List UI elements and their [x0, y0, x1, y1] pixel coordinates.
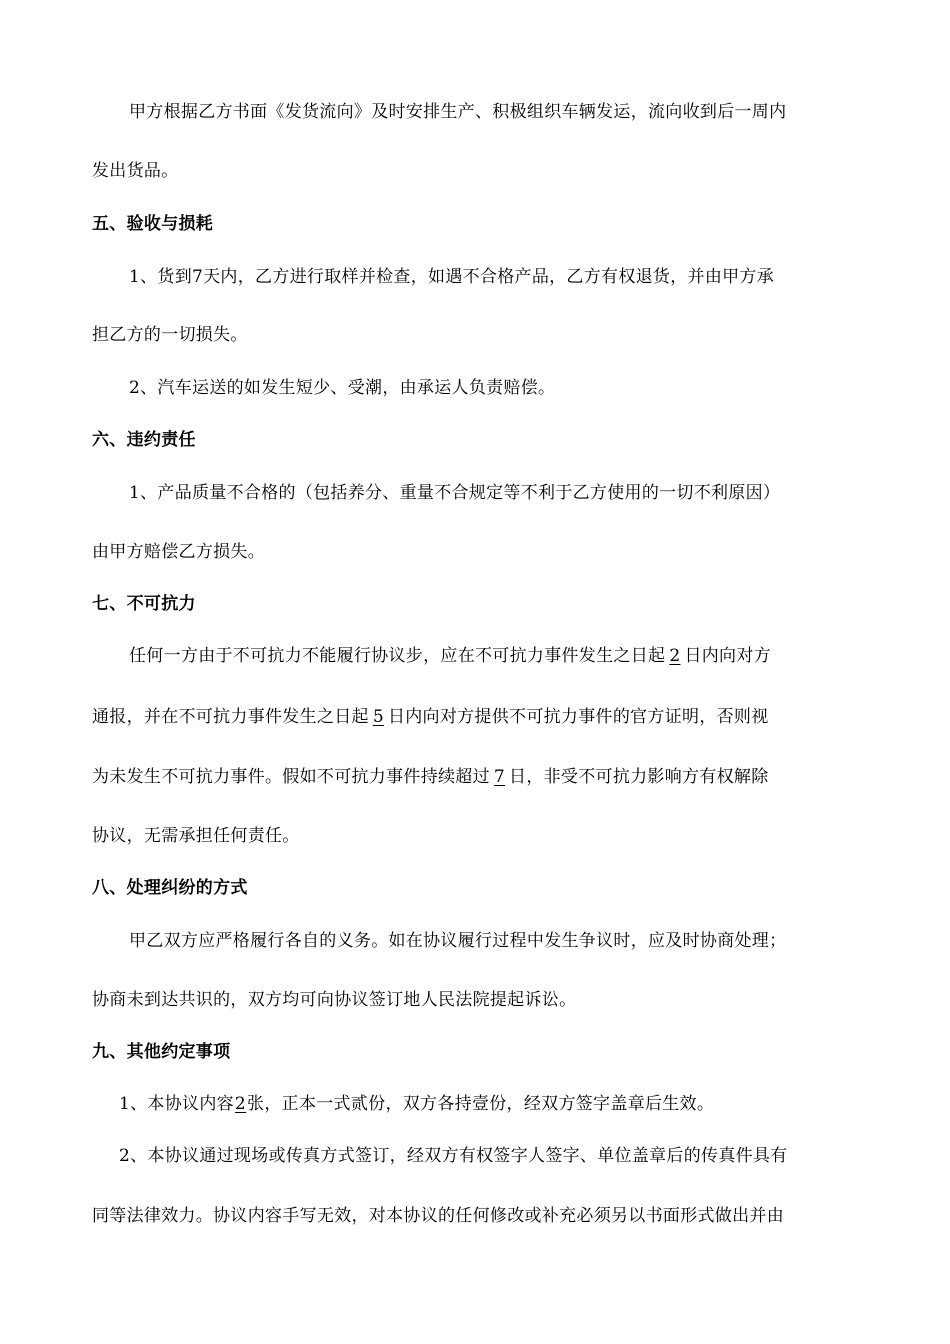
- section-9-item-1-text-a: 1、本协议内容: [119, 1094, 234, 1114]
- section-7-line-3-text-b: 日，非受不可抗力影响方有权解除: [509, 767, 769, 787]
- section-5-item-1-line-2: 担乙方的一切损失。: [92, 325, 248, 345]
- section-9-item-1: [119, 1093, 714, 1115]
- section-5-heading: 五、验收与损耗: [92, 214, 214, 234]
- notify-days-blank: 2: [669, 646, 681, 666]
- section-7-line-3: [92, 766, 769, 788]
- section-9-item-2-line-2: 同等法律效力。协议内容手写无效，对本协议的任何修改或补充必须另以书面形式做出并由: [92, 1206, 784, 1226]
- section-6-heading: 六、违约责任: [92, 430, 196, 450]
- delivery-paragraph-line-2: 发出货品。: [92, 161, 179, 181]
- section-5-item-2: 2、汽车运送的如发生短少、受潮，由承运人负责赔偿。: [129, 378, 556, 398]
- section-7-line-4: 协议，无需承担任何责任。: [92, 826, 300, 846]
- section-6-item-1-line-1: 1、产品质量不合格的（包括养分、重量不合规定等不利于乙方使用的一切不利原因）: [129, 483, 781, 503]
- section-7-heading: 七、不可抗力: [92, 594, 196, 614]
- section-9-item-1-text-b: 张，正本一式贰份，双方各持壹份，经双方签字盖章后生效。: [247, 1094, 715, 1114]
- section-7-line-3-text-a: 为未发生不可抗力事件。假如不可抗力事件持续超过: [92, 767, 490, 787]
- section-9-heading: 九、其他约定事项: [92, 1042, 231, 1062]
- section-7-line-2: [92, 706, 769, 728]
- section-8-heading: 八、处理纠纷的方式: [92, 878, 248, 898]
- section-7-line-2-text-b: 日内向对方提供不可抗力事件的官方证明，否则视: [387, 707, 769, 727]
- delivery-paragraph-line-1: 甲方根据乙方书面《发货流向》及时安排生产、积极组织车辆发运，流向收到后一周内: [129, 102, 787, 122]
- section-9-item-2-line-1: 2、本协议通过现场或传真方式签订，经双方有权签字人签字、单位盖章后的传真件具有: [119, 1146, 788, 1166]
- section-6-item-1-line-2: 由甲方赔偿乙方损失。: [92, 542, 265, 562]
- section-5-item-1-line-1: 1、货到7天内，乙方进行取样并检查，如遇不合格产品，乙方有权退货，并由甲方承: [129, 267, 775, 287]
- section-7-line-2-text-a: 通报，并在不可抗力事件发生之日起: [92, 707, 369, 727]
- terminate-days-blank: 7: [493, 767, 506, 787]
- proof-days-blank: 5: [372, 707, 384, 727]
- page-count-blank: 2: [234, 1094, 247, 1114]
- section-7-line-1-text-b: 日内向对方: [684, 646, 771, 666]
- section-7-line-1: [129, 645, 771, 667]
- section-7-line-1-text-a: 任何一方由于不可抗力不能履行协议步，应在不可抗力事件发生之日起: [129, 646, 666, 666]
- section-8-line-2: 协商未到达共识的，双方均可向协议签订地人民法院提起诉讼。: [92, 990, 577, 1010]
- section-8-line-1: 甲乙双方应严格履行各自的义务。如在协议履行过程中发生争议时，应及时协商处理；: [129, 931, 787, 951]
